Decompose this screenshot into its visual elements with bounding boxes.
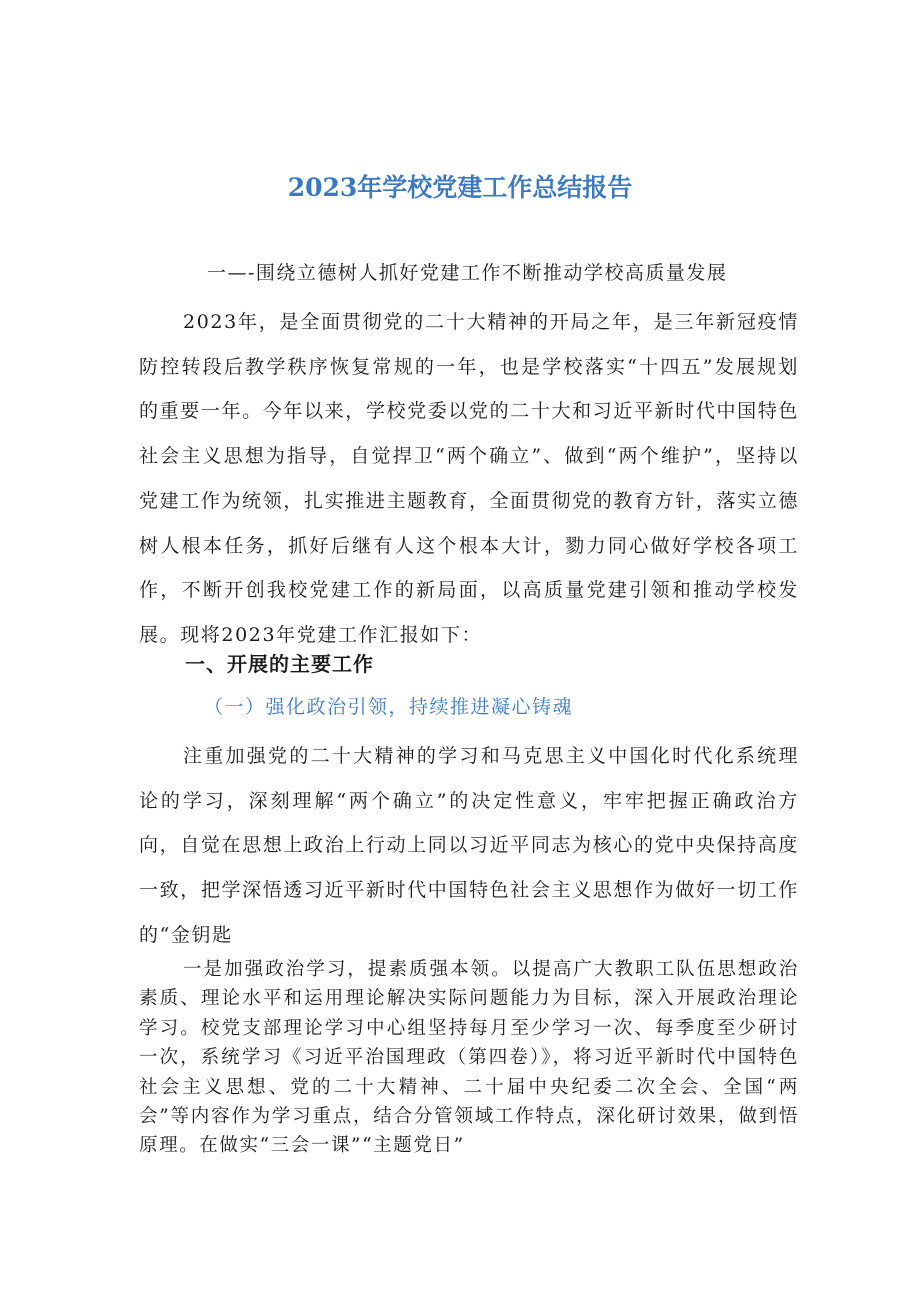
body-section-1 — [139, 734, 799, 958]
body-paragraph: 一是加强政治学习，提素质强本领。以提高广大教职工队伍思想政治素质、理论水平和运用理论解决实际问题能力为目标，深入开展政治理论学习。校党支部理论学习中心组坚持每月至少学习一次、每季度至少研讨一次，系统学习《习近平治国理政（第四卷）》，将习近平新时代中国特色社会主义思想、党的二十大精神、二十届中央纪委二次全会、全国“两会”等内容作为学习重点，结合分管领域工作特点，深化研讨效果，做到悟原理。在做实“三会一课”“主题党日” — [139, 959, 799, 1157]
section-heading: 一、开展的主要工作 — [185, 652, 374, 676]
body-section-2 — [139, 955, 799, 1161]
document-subtitle: 一—-围绕立德树人抓好党建工作不断推动学校高质量发展 — [207, 262, 728, 284]
intro-section — [139, 300, 799, 658]
intro-paragraph: 2023年，是全面贯彻党的二十大精神的开局之年，是三年新冠疫情防控转段后教学秩序恢复常规的一年，也是学校落实“十四五”发展规划的重要一年。今年以来，学校党委以党的二十大和习近平新时代中国特色社会主义思想为指导，自觉捍卫“两个确立”、做到“两个维护”，坚持以党建工作为统领，扎实推进主题教育，全面贯彻党的教育方针，落实立德树人根本任务，抓好后继有人这个根本大计，勠力同心做好学校各项工作，不断开创我校党建工作的新局面，以高质量党建引领和推动学校发展。现将2023年党建工作汇报如下： — [139, 311, 799, 646]
document-title: 2023年学校党建工作总结报告 — [287, 173, 633, 202]
subsection-heading: （一）强化政治引领，持续推进凝心铸魂 — [204, 696, 574, 718]
body-paragraph: 注重加强党的二十大精神的学习和马克思主义中国化时代化系统理论的学习，深刻理解“两个确立”的决定性意义，牢牢把握正确政治方向，自觉在思想上政治上行动上同以习近平同志为核心的党中央保持高度一致，把学深悟透习近平新时代中国特色社会主义思想作为做好一切工作的“金钥匙 — [139, 745, 799, 946]
